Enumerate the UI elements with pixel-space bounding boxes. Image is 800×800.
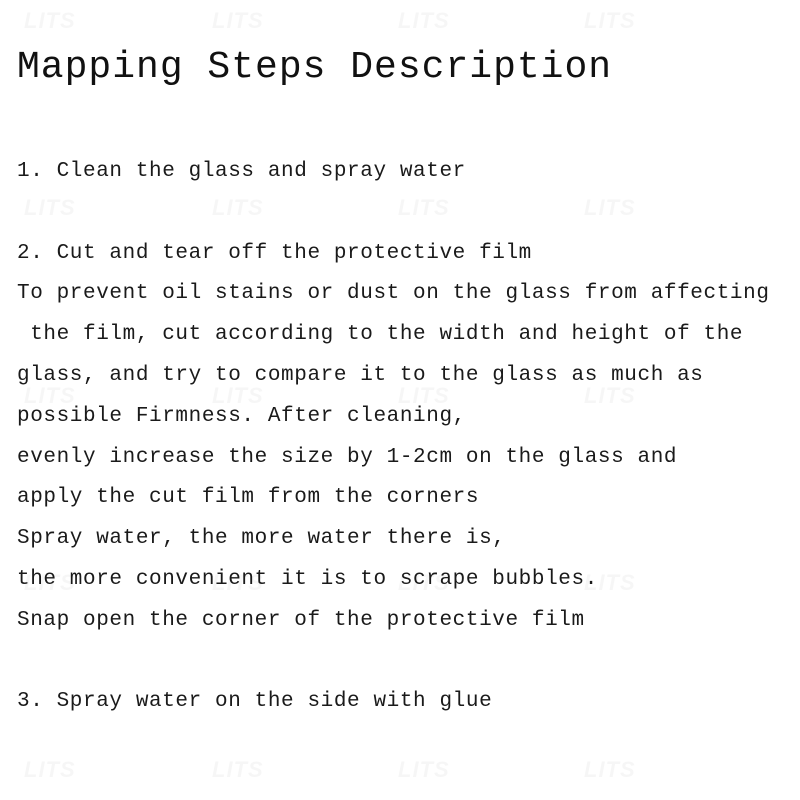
spacer (17, 193, 770, 234)
step-2-text-line: glass, and try to compare it to the glass as much as (17, 363, 704, 387)
step-2-text-line: To prevent oil stains or dust on the glass from affecting (17, 282, 770, 306)
step-2-heading: 2. Cut and tear off the protective film (17, 241, 532, 265)
step-2-text-line: apply the cut film from the corners (17, 486, 480, 510)
watermark (212, 757, 264, 783)
watermark (24, 757, 76, 783)
step-2-text-line: the more convenient it is to scrape bubbles. (17, 567, 598, 591)
step-2-text-line: Snap open the corner of the protective film (17, 608, 585, 632)
step-2-text-line: the film, cut according to the width and height of the (17, 323, 744, 347)
watermark (584, 8, 636, 34)
watermark (398, 757, 450, 783)
steps-body (17, 152, 770, 723)
watermark (212, 8, 264, 34)
watermark (584, 757, 636, 783)
step-2-text-line: evenly increase the size by 1-2cm on the glass and (17, 445, 678, 469)
watermark (398, 8, 450, 34)
step-3-heading: 3. Spray water on the side with glue (17, 690, 493, 714)
step-2-text-line: possible Firmness. After cleaning, (17, 404, 466, 428)
step-2-text-line: Spray water, the more water there is, (17, 527, 506, 551)
step-1-heading: 1. Clean the glass and spray water (17, 160, 466, 183)
watermark (24, 8, 76, 34)
page-title: Mapping Steps Description (17, 46, 613, 89)
spacer (17, 642, 770, 683)
